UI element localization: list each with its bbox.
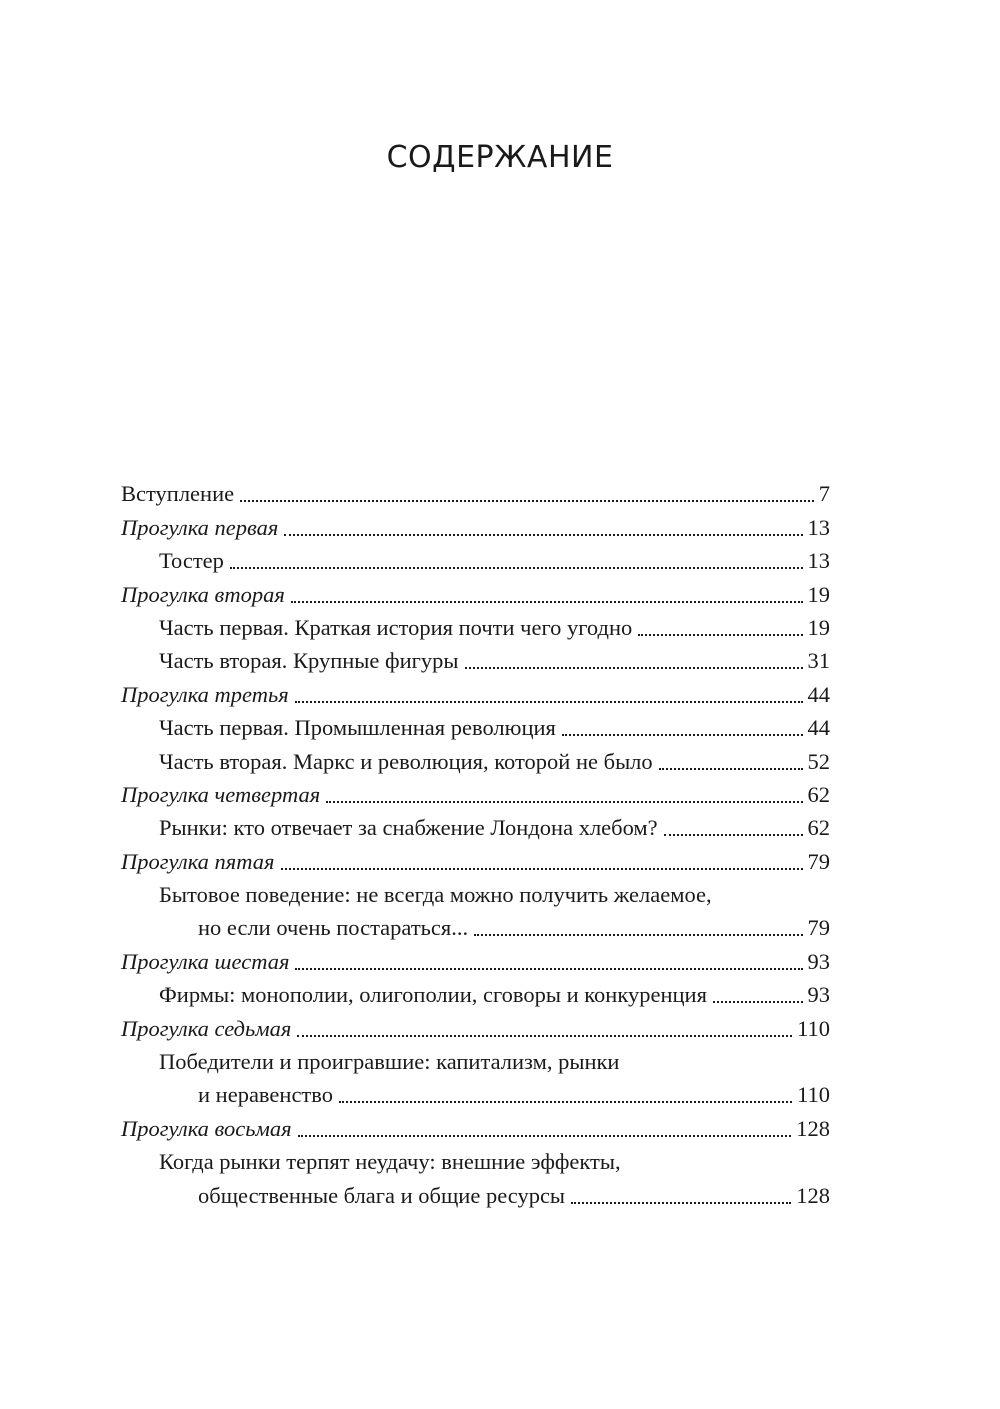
dot-leader <box>474 934 802 936</box>
toc-entry-chapter[interactable] <box>121 612 830 645</box>
toc-entry-title: Часть вторая. Маркс и революция, которой не было <box>159 748 653 774</box>
dot-leader <box>713 1001 803 1003</box>
toc-entry-chapter[interactable] <box>121 712 830 745</box>
toc-entry-walk-3[interactable] <box>121 678 830 711</box>
toc-page-number: 52 <box>807 748 830 774</box>
dot-leader <box>295 968 802 970</box>
toc-entry-chapter[interactable] <box>121 979 830 1012</box>
toc-page-number: 44 <box>807 715 830 741</box>
toc-page-number: 19 <box>807 614 830 640</box>
toc-entry-chapter-first-line[interactable] <box>121 1046 830 1079</box>
dot-leader <box>281 868 803 870</box>
toc-entry-chapter-continuation[interactable] <box>121 1179 830 1212</box>
toc-entry-title: Бытовое поведение: не всегда можно получить желаемое, <box>159 882 712 908</box>
toc-entry-title: Прогулка четвертая <box>121 781 321 807</box>
dot-leader <box>284 534 802 536</box>
toc-page-number: 13 <box>807 514 830 540</box>
toc-entry-title: Часть вторая. Крупные фигуры <box>159 648 459 674</box>
toc-entry-chapter-continuation[interactable] <box>121 1079 830 1112</box>
toc-entry-title-continuation: но если очень постараться... <box>198 915 469 941</box>
toc-entry-walk-7[interactable] <box>121 1012 830 1045</box>
page-title: СОДЕРЖАНИЕ <box>386 140 614 175</box>
toc-entry-walk-6[interactable] <box>121 945 830 978</box>
dot-leader <box>465 667 803 669</box>
toc-page-number: 110 <box>797 1015 830 1041</box>
toc-entry-chapter-first-line[interactable] <box>121 1146 830 1179</box>
toc-page-number: 44 <box>807 681 830 707</box>
toc-entry-title: Прогулка первая <box>121 514 279 540</box>
toc-page-number: 62 <box>807 781 830 807</box>
toc-entry-chapter[interactable] <box>121 745 830 778</box>
dot-leader <box>298 1135 792 1137</box>
dot-leader <box>291 601 803 603</box>
toc-entry-title: Прогулка пятая <box>121 848 275 874</box>
toc-entry-walk-1[interactable] <box>121 511 830 544</box>
toc-page-number: 128 <box>796 1182 830 1208</box>
dot-leader <box>562 734 803 736</box>
toc-entry-title-continuation: общественные блага и общие ресурсы <box>198 1182 566 1208</box>
toc-entry-chapter[interactable] <box>121 545 830 578</box>
toc-page-number: 7 <box>818 481 830 507</box>
toc-entry-chapter-first-line[interactable] <box>121 879 830 912</box>
dot-leader <box>664 834 803 836</box>
toc-entry-title: Когда рынки терпят неудачу: внешние эффекты, <box>159 1149 621 1175</box>
dot-leader <box>659 768 803 770</box>
dot-leader <box>297 1035 792 1037</box>
toc-entry-title: Победители и проигравшие: капитализм, рынки <box>159 1049 620 1075</box>
dot-leader <box>230 567 803 569</box>
toc-page-number: 19 <box>807 581 830 607</box>
toc-page-number: 13 <box>807 548 830 574</box>
toc-entry-walk-2[interactable] <box>121 578 830 611</box>
toc-page-number: 79 <box>807 848 830 874</box>
toc-entry-title: Прогулка третья <box>121 681 289 707</box>
toc-entry-title: Вступление <box>121 481 235 507</box>
toc-entry-chapter[interactable] <box>121 812 830 845</box>
table-of-contents <box>121 478 830 1213</box>
toc-page-number: 93 <box>807 982 830 1008</box>
toc-entry-walk-4[interactable] <box>121 779 830 812</box>
toc-entry-title: Прогулка седьмая <box>121 1015 292 1041</box>
toc-entry-walk-8[interactable] <box>121 1112 830 1145</box>
toc-entry-title: Рынки: кто отвечает за снабжение Лондона хлебом? <box>159 815 658 841</box>
toc-page-number: 79 <box>807 915 830 941</box>
toc-page-number: 31 <box>807 648 830 674</box>
toc-page-number: 62 <box>807 815 830 841</box>
toc-entry-title: Прогулка вторая <box>121 581 285 607</box>
toc-page-number: 128 <box>796 1115 830 1141</box>
toc-page-number: 93 <box>807 948 830 974</box>
dot-leader <box>339 1101 792 1103</box>
toc-entry-chapter[interactable] <box>121 645 830 678</box>
dot-leader <box>240 500 814 502</box>
dot-leader <box>326 801 802 803</box>
toc-entry-title-continuation: и неравенство <box>198 1082 333 1108</box>
toc-entry-title: Прогулка восьмая <box>121 1115 292 1141</box>
dot-leader <box>295 701 803 703</box>
toc-entry-title: Прогулка шестая <box>121 948 290 974</box>
toc-entry-introduction[interactable] <box>121 478 830 511</box>
toc-entry-title: Часть первая. Краткая история почти чего угодно <box>159 614 633 640</box>
dot-leader <box>571 1202 791 1204</box>
toc-entry-title: Тостер <box>159 548 224 574</box>
toc-entry-walk-5[interactable] <box>121 845 830 878</box>
toc-entry-title: Часть первая. Промышленная революция <box>159 715 556 741</box>
toc-entry-title: Фирмы: монополии, олигополии, сговоры и конкуренция <box>159 982 707 1008</box>
toc-entry-chapter-continuation[interactable] <box>121 912 830 945</box>
toc-page-number: 110 <box>797 1082 830 1108</box>
dot-leader <box>638 634 802 636</box>
